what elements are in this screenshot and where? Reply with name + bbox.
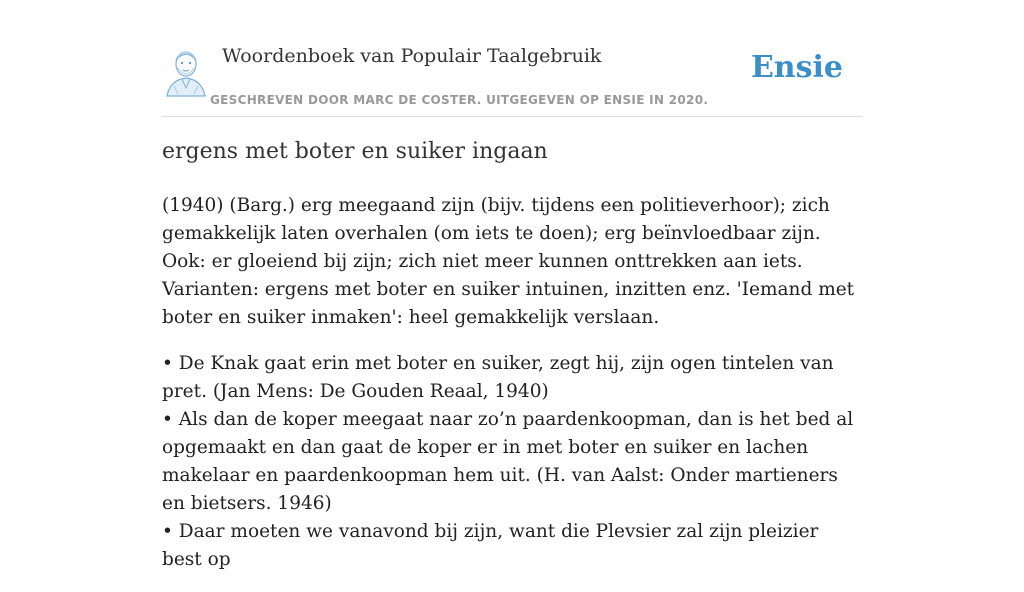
author-byline: GESCHREVEN DOOR MARC DE COSTER. UITGEGEVEN OP ENSIE IN 2020. xyxy=(210,93,709,107)
entry-title: ergens met boter en suiker ingaan xyxy=(162,139,548,164)
site-header xyxy=(162,40,862,117)
brand-logo[interactable]: Ensie xyxy=(750,50,843,85)
entry-definition: (1940) (Barg.) erg meegaand zijn (bijv. tijdens een politieverhoor); zich gemakkelijk laten overhalen (om iets te doen); erg beïnvloedbaar zijn. Ook: er gloeiend bij zijn; zich niet meer kunnen onttrekken aan iets. Varianten: ergens met boter en suiker intuinen, inzitten enz. 'Iemand met boter en suiker inmaken': heel gemakkelijk verslaan. xyxy=(162,195,855,328)
example-quote: • De Knak gaat erin met boter en suiker, zegt hij, zijn ogen tintelen van pret. (Jan Mens: De Gouden Reaal, 1940) xyxy=(162,353,834,402)
author-portrait-icon xyxy=(164,46,208,96)
example-quote: • Als dan de koper meegaat naar zo’n paardenkoopman, dan is het bed al opgemaakt en dan gaat de koper er in met boter en suiker en lachen makelaar en paardenkoopman hem uit. (H. van Aalst: Onder martieners en bietsers. 1946) xyxy=(162,409,854,514)
book-title[interactable]: Woordenboek van Populair Taalgebruik xyxy=(222,45,602,67)
example-quote: • Daar moeten we vanavond bij zijn, want die Plevsier zal zijn pleizier best op xyxy=(162,521,819,570)
example-quotes xyxy=(162,350,862,574)
entry-content xyxy=(162,192,862,592)
